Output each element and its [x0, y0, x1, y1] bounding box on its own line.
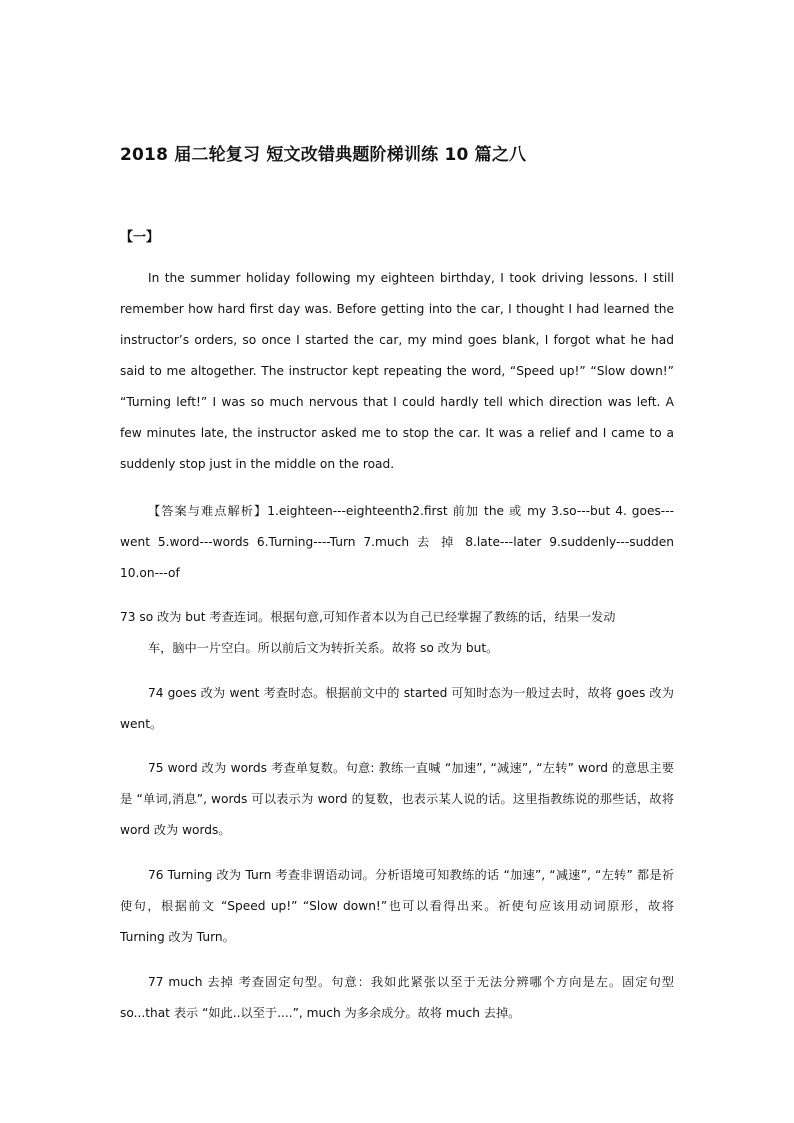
explanation-77: 77 much 去掉 考查固定句型。句意：我如此紧张以至于无法分辨哪个方向是左。固定句型 so...that 表示 “如此..以至于....”, much 为多余成分。故将 much 去掉。 — [120, 975, 674, 1020]
page-title: 2018 届二轮复习 短文改错典题阶梯训练 10 篇之八 — [120, 145, 527, 165]
explanation-76: 76 Turning 改为 Turn 考查非谓语动词。分析语境可知教练的话 “加速”, “减速”, “左转” 都是祈使句，根据前文 “Speed up!” “Slow down!”也可以看得出来。祈使句应该用动词原形，故将 Turning 改为 Turn。 — [120, 868, 674, 944]
explanation-74: 74 goes 改为 went 考查时态。根据前文中的 started 可知时态为一般过去时，故将 goes 改为 went。 — [120, 686, 674, 731]
explanation-73 — [120, 602, 674, 664]
explanation-75: 75 word 改为 words 考查单复数。句意: 教练一直喊 “加速”, “减速”, “左转” word 的意思主要是 “单词,消息”, words 可以表示为 word 的复数，也表示某人说的话。这里指教练说的那些话，故将 word 改为 words。 — [120, 761, 674, 837]
explanation-73-line1: 73 so 改为 but 考查连词。根据句意,可知作者本以为自己已经掌握了教练的话，结果一发动 — [120, 610, 616, 624]
answer-key: 【答案与难点解析】1.eighteen---eighteenth2.first 前加 the 或 my 3.so---but 4. goes---went 5.word---words 6.Turning----Turn 7.much 去 掉 8.late---later 9.suddenly---sudden 10.on---of — [120, 504, 674, 580]
section-label: 【一】 — [120, 230, 160, 245]
explanation-73-line2: 车，脑中一片空白。所以前后文为转折关系。故将 so 改为 but。 — [148, 641, 499, 655]
passage-paragraph: In the summer holiday following my eighteen birthday, I took driving lessons. I still remember how hard first day was. Before getting into the car, I thought I had learned the instructor’s orders, so once I started the car, my mind goes blank, I forgot what he had said to me altogether. The instructor kept repeating the word, “Speed up!” “Slow down!” “Turning left!” I was so much nervous that I could hardly tell which direction was left. A few minutes late, the instructor asked me to stop the car. It was a relief and I came to a suddenly stop just in the middle on the road. — [120, 271, 674, 471]
